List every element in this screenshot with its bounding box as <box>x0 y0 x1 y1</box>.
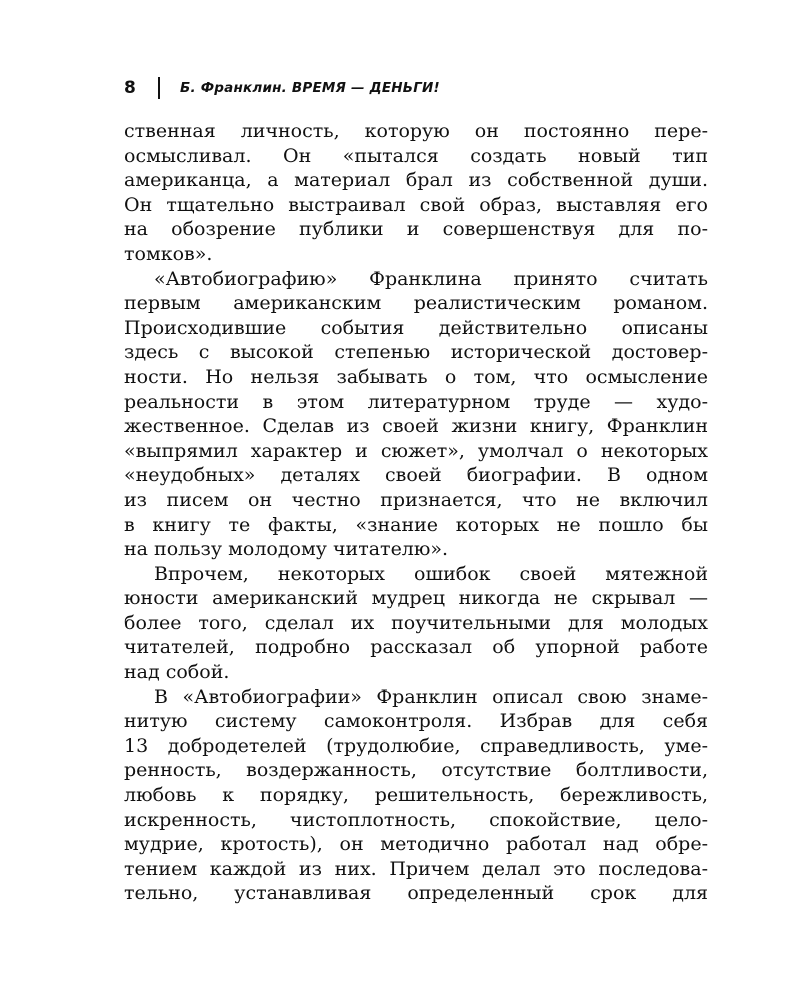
text-line: В «Автобиографии» Франклин описал свою знаме- <box>154 685 708 708</box>
text-line: искренность, чистоплотность, спокойствие, цело- <box>124 808 708 831</box>
text-line: американца, а материал брал из собственной души. <box>124 169 708 192</box>
text-line: мудрие, кротость), он методично работал над обре- <box>124 833 708 856</box>
paragraph <box>124 267 708 562</box>
text-line: осмысливал. Он «пытался создать новый тип <box>124 144 708 167</box>
page-number: 8 <box>124 78 136 98</box>
text-line: здесь с высокой степенью исторической достовер- <box>124 341 708 364</box>
text-line: Он тщательно выстраивал свой образ, выставляя его <box>124 193 708 216</box>
paragraph <box>124 119 708 267</box>
text-line: из писем он честно признается, что не включил <box>124 488 708 511</box>
text-line: «Автобиографию» Франклина принято считать <box>154 267 708 290</box>
paragraph <box>124 562 708 685</box>
text-line: Происходившие события действительно описаны <box>124 316 708 339</box>
text-line: тением каждой из них. Причем делал это последова- <box>124 857 708 880</box>
text-line: юности американский мудрец никогда не скрывал — <box>124 587 708 610</box>
text-line: в книгу те факты, «знание которых не пошло бы <box>124 513 708 536</box>
text-line: жественное. Сделав из своей жизни книгу, Франклин <box>124 415 708 438</box>
text-line: «выпрямил характер и сюжет», умолчал о некоторых <box>124 439 708 462</box>
text-line: читателей, подробно рассказал об упорной работе <box>124 636 708 659</box>
text-line: нитую систему самоконтроля. Избрав для себя <box>124 710 708 733</box>
text-line: над собой. <box>124 661 230 684</box>
running-title: Б. Франклин. ВРЕМЯ — ДЕНЬГИ! <box>180 80 440 96</box>
text-line: ренность, воздержанность, отсутствие болтливости, <box>124 759 708 782</box>
running-header <box>124 76 440 100</box>
paragraph <box>124 685 708 906</box>
text-line: ственная личность, которую он постоянно пере- <box>124 120 708 142</box>
text-line: ности. Но нельзя забывать о том, что осмысление <box>124 365 708 388</box>
text-line: «неудобных» деталях своей биографии. В одном <box>124 464 708 487</box>
text-line: томков». <box>124 242 213 265</box>
text-line: Впрочем, некоторых ошибок своей мятежной <box>154 562 708 585</box>
text-line: любовь к порядку, решительность, бережливость, <box>124 784 708 807</box>
text-line: на обозрение публики и совершенствуя для по- <box>124 218 708 241</box>
text-line: первым американским реалистическим романом. <box>124 292 708 315</box>
text-line: на пользу молодому читателю». <box>124 538 449 561</box>
text-line: более того, сделал их поучительными для молодых <box>124 611 708 634</box>
text-line: реальности в этом литературном труде — худо- <box>124 390 708 413</box>
text-line: тельно, устанавливая определенный срок для <box>124 882 708 905</box>
body-text <box>124 119 708 906</box>
text-line: 13 добродетелей (трудолюбие, справедливость, уме- <box>124 734 708 757</box>
header-divider <box>158 77 160 99</box>
